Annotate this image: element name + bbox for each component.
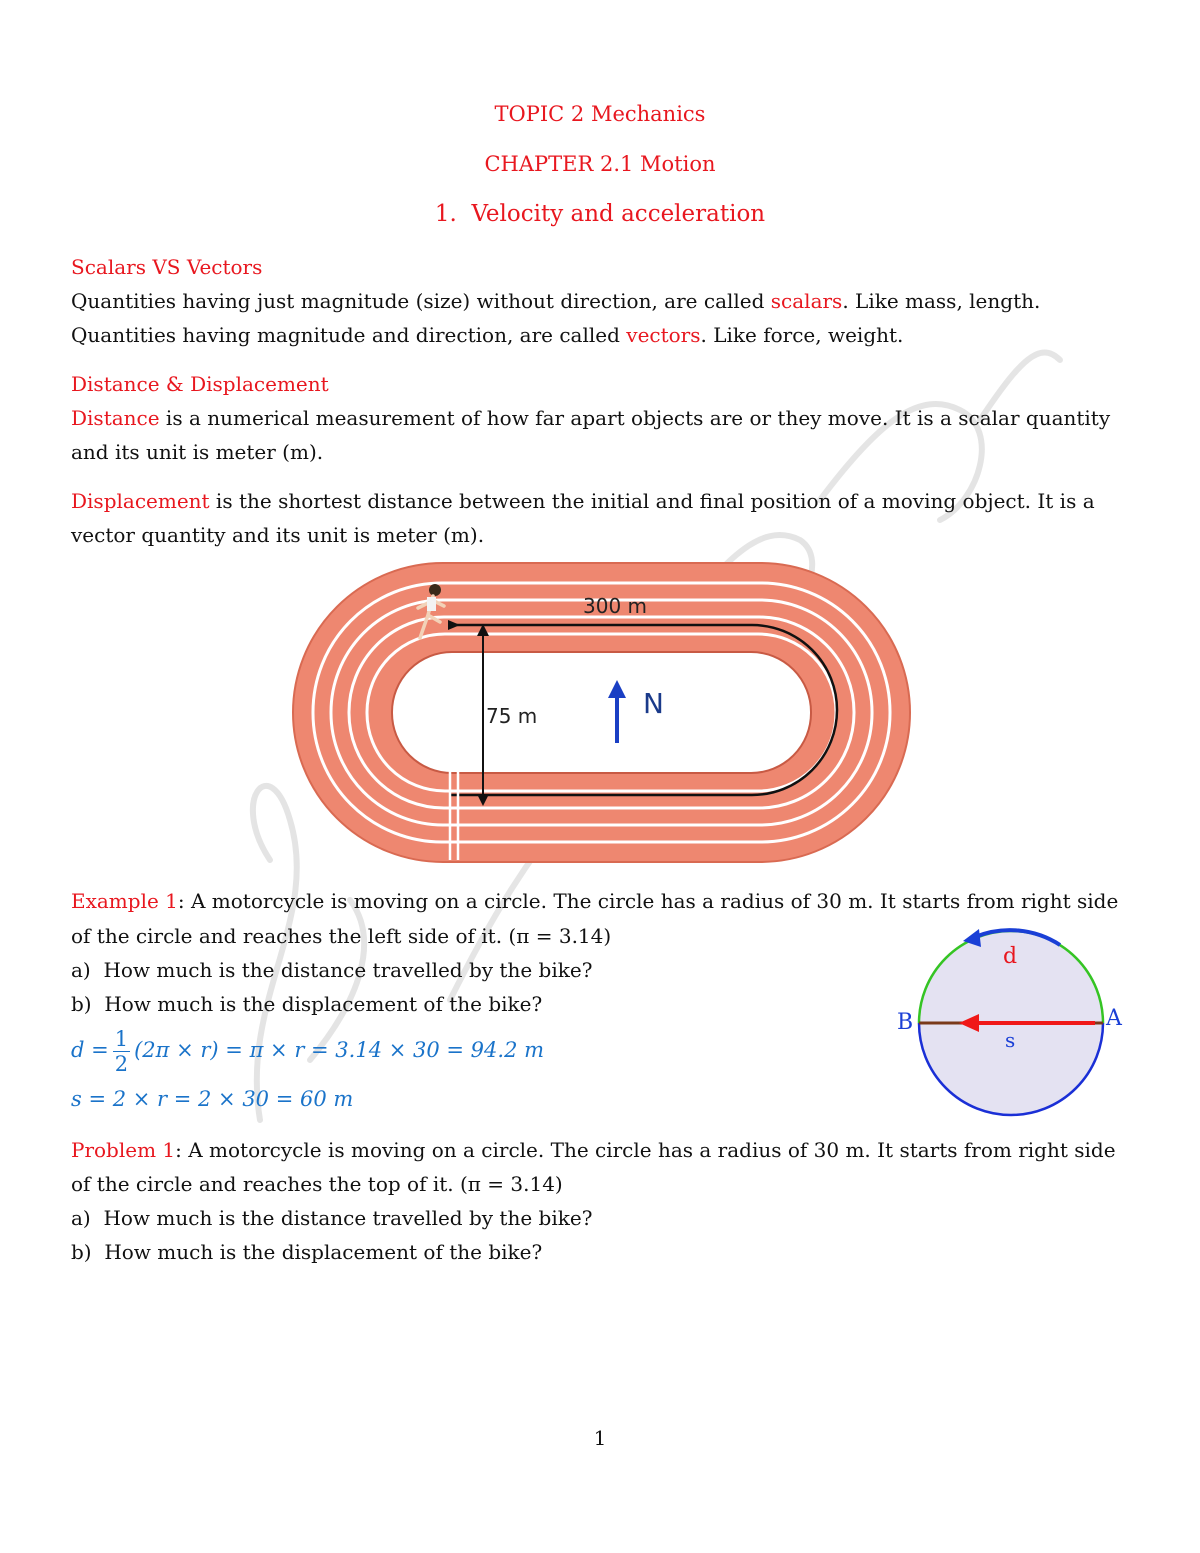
label-s: s	[1005, 1028, 1016, 1052]
solution-d-rhs: (2π × r) = π × r = 3.14 × 30 = 94.2 m	[134, 1038, 545, 1062]
topic-heading: TOPIC 2 Mechanics	[494, 102, 706, 126]
label-b: B	[897, 1010, 914, 1035]
label-75m: 75 m	[486, 704, 538, 728]
section-title: Velocity and acceleration	[471, 201, 766, 227]
question-marker-a: a)	[71, 1206, 91, 1230]
question-b-text: How much is the displacement of the bike?	[104, 992, 543, 1016]
fraction-numerator: 1	[114, 1027, 129, 1051]
distance-term: Distance	[71, 406, 160, 430]
chapter-heading: CHAPTER 2.1 Motion	[484, 152, 716, 176]
vectors-term: vectors	[626, 323, 701, 347]
distance-definition-line1	[71, 401, 1110, 435]
section-number: 1.	[434, 201, 457, 227]
question-b-text: How much is the displacement of the bike?	[104, 1240, 543, 1264]
displacement-term: Displacement	[71, 489, 210, 513]
example1-question-b	[71, 987, 542, 1021]
solution-d-lhs: d =	[71, 1038, 109, 1062]
label-a: A	[1106, 1006, 1122, 1031]
question-a-text: How much is the distance travelled by the bike?	[103, 958, 593, 982]
example1-line1	[71, 884, 1118, 918]
vectors-text: Quantities having magnitude and direction, are called	[71, 323, 627, 347]
distance-definition-line2: and its unit is meter (m).	[71, 440, 324, 464]
displacement-text: is the shortest distance between the initial and final position of a moving object. It is a	[209, 489, 1095, 513]
example1-question-a	[71, 953, 592, 987]
scalars-text: Quantities having just magnitude (size) without direction, are called	[71, 289, 771, 313]
fraction-half	[113, 1027, 130, 1076]
vectors-text-end: . Like force, weight.	[700, 323, 904, 347]
label-300m: 300 m	[583, 594, 648, 618]
example1-text: : A motorcycle is moving on a circle. The circle has a radius of 30 m. It starts from right side	[177, 889, 1119, 913]
distance-text: is a numerical measurement of how far apart objects are or they move. It is a scalar quantity	[159, 406, 1111, 430]
problem1-label: Problem 1	[71, 1138, 176, 1162]
problem1-question-a	[71, 1201, 592, 1235]
label-north: N	[643, 687, 664, 720]
section-heading	[0, 201, 1200, 227]
example1-line2: of the circle and reaches the left side of it. (π = 3.14)	[71, 924, 612, 948]
scalars-term: scalars	[770, 289, 843, 313]
running-track-figure	[290, 560, 915, 870]
distance-displacement-heading: Distance & Displacement	[71, 372, 329, 396]
question-marker-b: b)	[71, 992, 92, 1016]
question-a-text: How much is the distance travelled by the bike?	[103, 1206, 593, 1230]
example1-label: Example 1	[71, 889, 178, 913]
circle-figure	[895, 915, 1140, 1125]
problem1-line2: of the circle and reaches the top of it. (π = 3.14)	[71, 1172, 563, 1196]
scalars-text-end: . Like mass, length.	[842, 289, 1041, 313]
page-number: 1	[593, 1426, 607, 1450]
scalars-definition	[71, 284, 1040, 318]
scalars-vectors-heading: Scalars VS Vectors	[71, 255, 263, 279]
displacement-definition-line2: vector quantity and its unit is meter (m).	[71, 523, 485, 547]
vectors-definition	[71, 318, 903, 352]
displacement-definition-line1	[71, 484, 1095, 518]
label-d: d	[1003, 944, 1018, 969]
question-marker-a: a)	[71, 958, 91, 982]
question-marker-b: b)	[71, 1240, 92, 1264]
problem1-text: : A motorcycle is moving on a circle. The circle has a radius of 30 m. It starts from right side	[175, 1138, 1116, 1162]
solution-displacement: s = 2 × r = 2 × 30 = 60 m	[71, 1087, 354, 1111]
track-infield	[392, 652, 811, 773]
problem1-line1	[71, 1133, 1116, 1167]
fraction-denominator: 2	[114, 1052, 129, 1076]
solution-distance	[71, 1022, 544, 1078]
problem1-question-b	[71, 1235, 542, 1269]
